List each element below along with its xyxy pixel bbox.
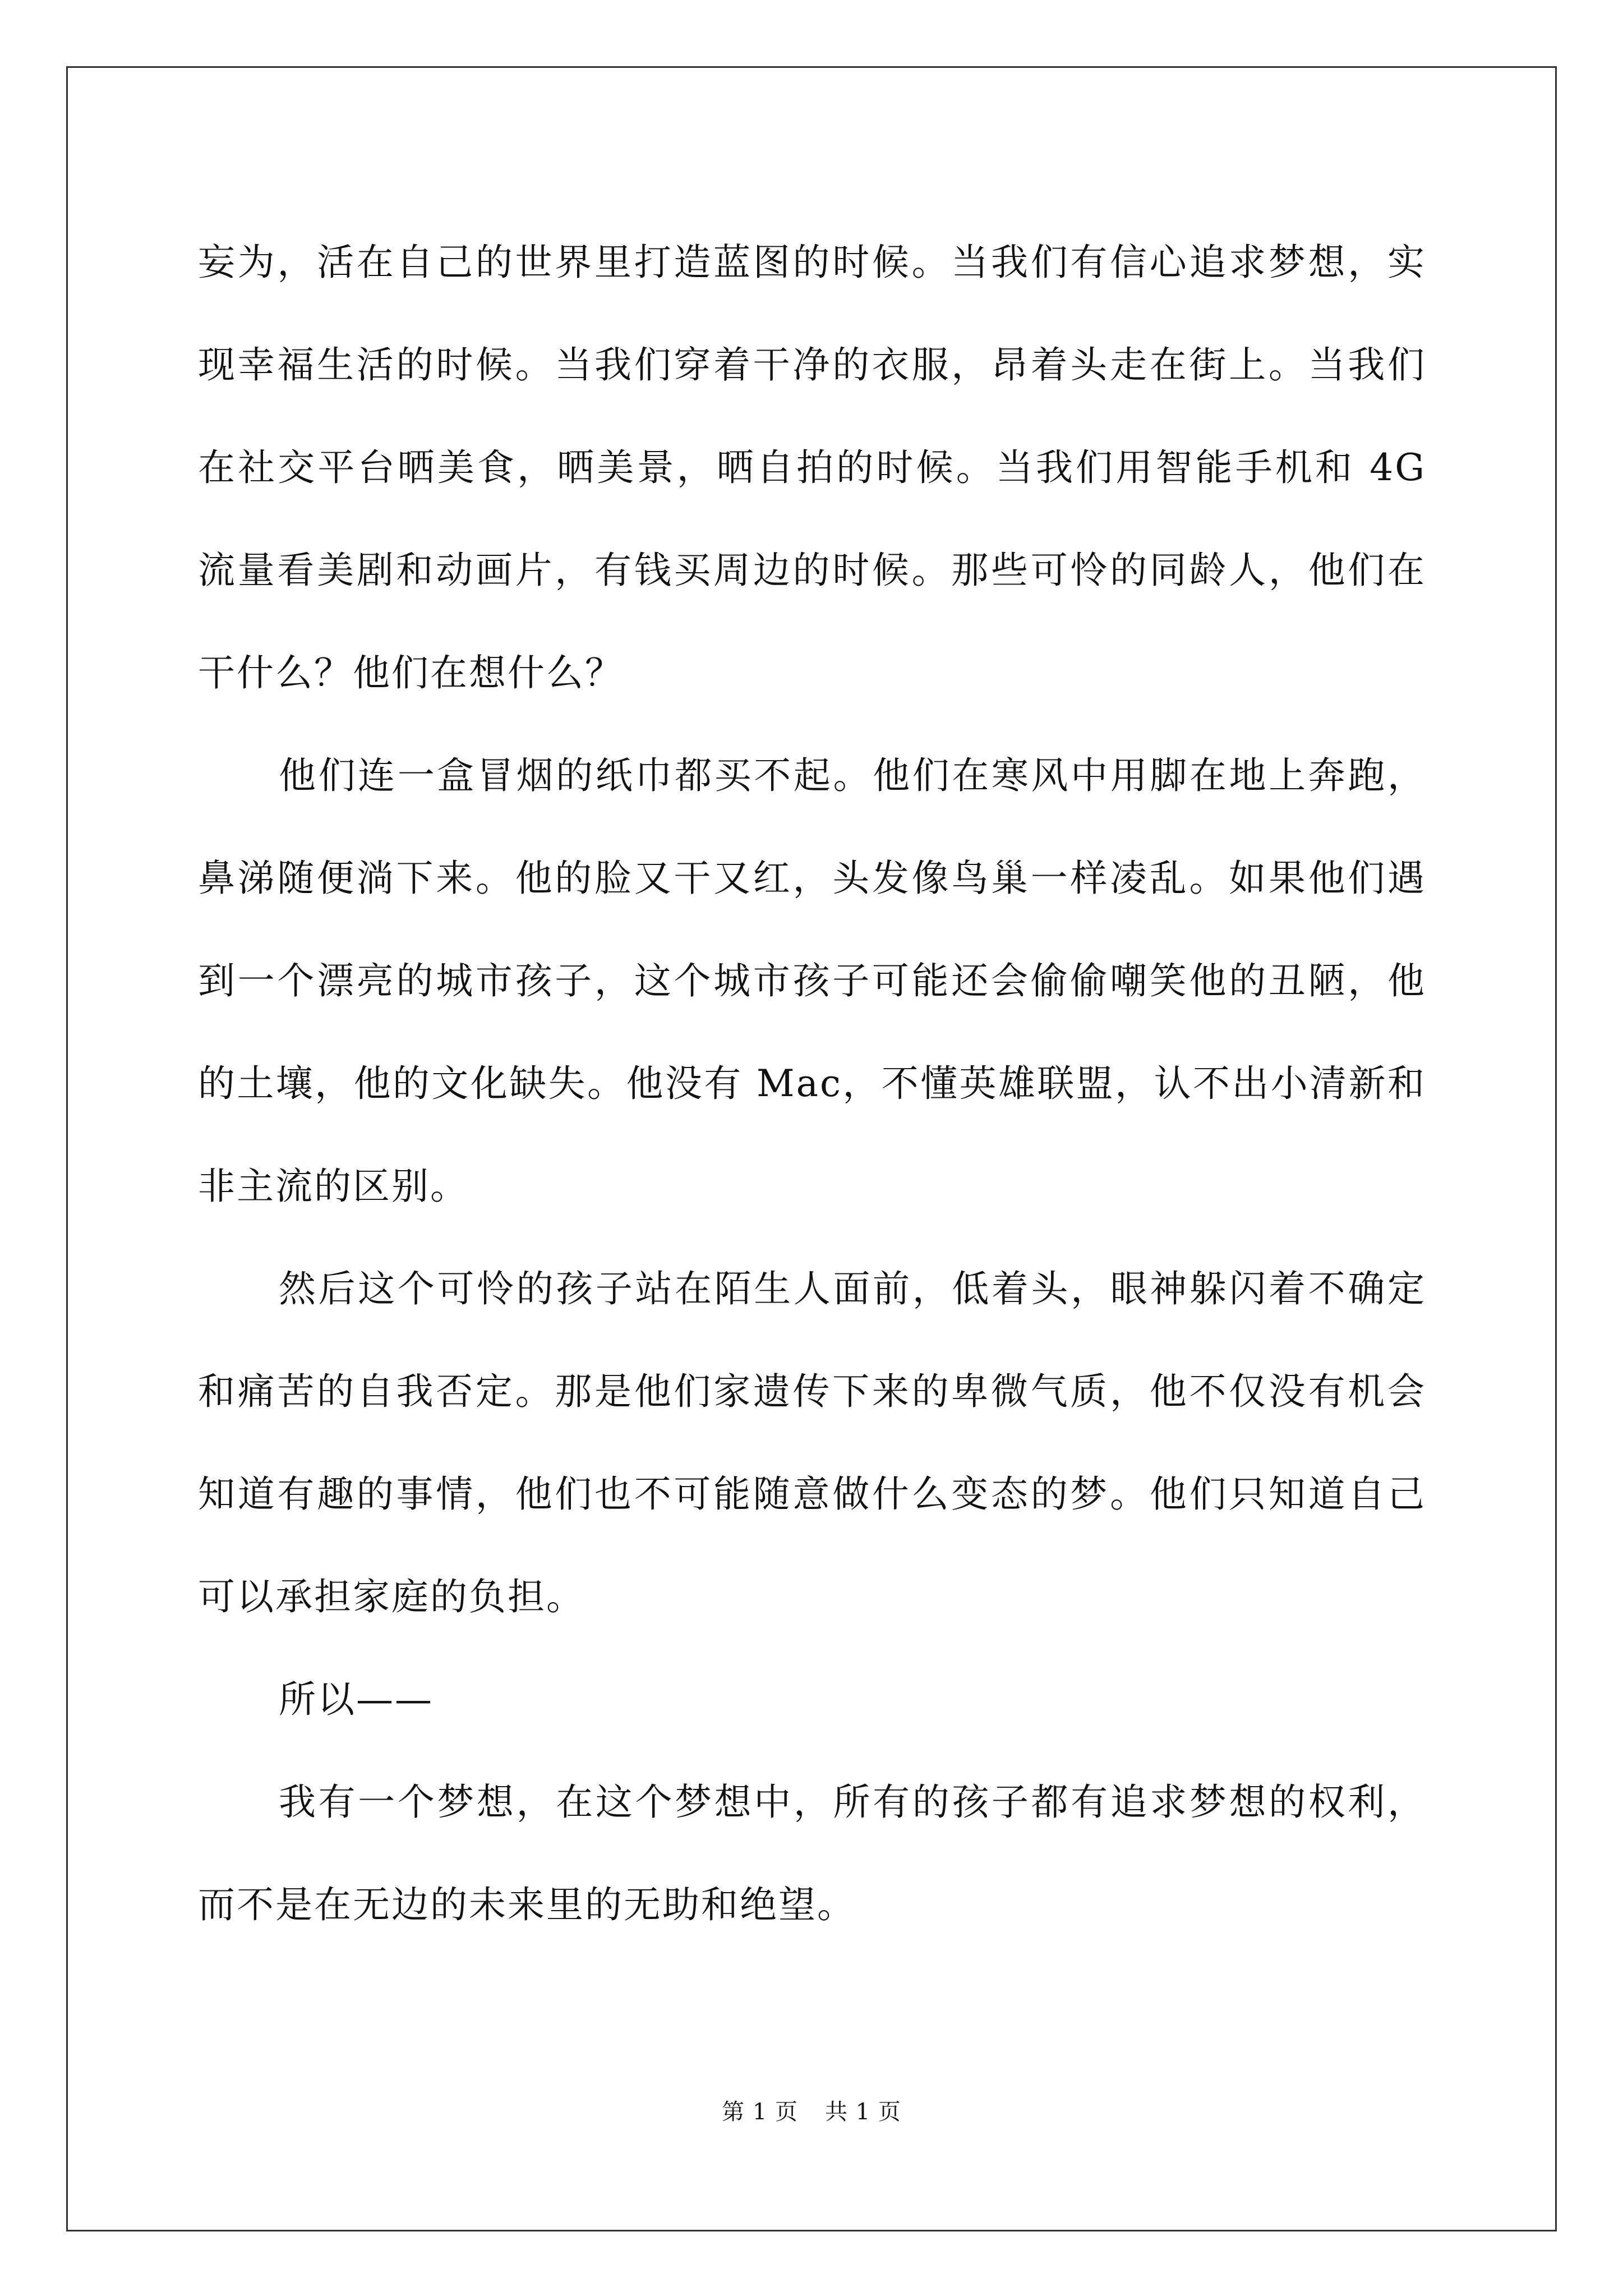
paragraph-3: 然后这个可怜的孩子站在陌生人面前，低着头，眼神躲闪着不确定和痛苦的自我否定。那是他们家遗传下来的卑微气质，他不仅没有机会知道有趣的事情，他们也不可能随意做什么变态的梦。他们只知道自己可以承担家庭的负担。 <box>198 1267 1426 1618</box>
page-footer <box>0 2098 1623 2126</box>
document-body <box>198 211 1426 1956</box>
paragraph-5: 我有一个梦想，在这个梦想中，所有的孩子都有追求梦想的权利，而不是在无边的未来里的无助和绝望。 <box>198 1780 1426 1926</box>
paragraph-1: 妄为，活在自己的世界里打造蓝图的时候。当我们有信心追求梦想，实现幸福生活的时候。当我们穿着干净的衣服，昂着头走在街上。当我们在社交平台晒美食，晒美景，晒自拍的时候。当我们用智能手机和 4G 流量看美剧和动画片，有钱买周边的时候。那些可怜的同龄人，他们在干什么？他们在想什么？ <box>198 241 1426 694</box>
paragraph-2: 他们连一盒冒烟的纸巾都买不起。他们在寒风中用脚在地上奔跑，鼻涕随便淌下来。他的脸又干又红，头发像鸟巢一样凌乱。如果他们遇到一个漂亮的城市孩子，这个城市孩子可能还会偷偷嘲笑他的丑陋，他的土壤，他的文化缺失。他没有 Mac，不懂英雄联盟，认不出小清新和非主流的区别。 <box>198 754 1426 1208</box>
page-number-current: 第 1 页 <box>722 2099 798 2125</box>
page-number-total: 共 1 页 <box>825 2099 901 2125</box>
paragraph-4: 所以—— <box>279 1678 434 1721</box>
